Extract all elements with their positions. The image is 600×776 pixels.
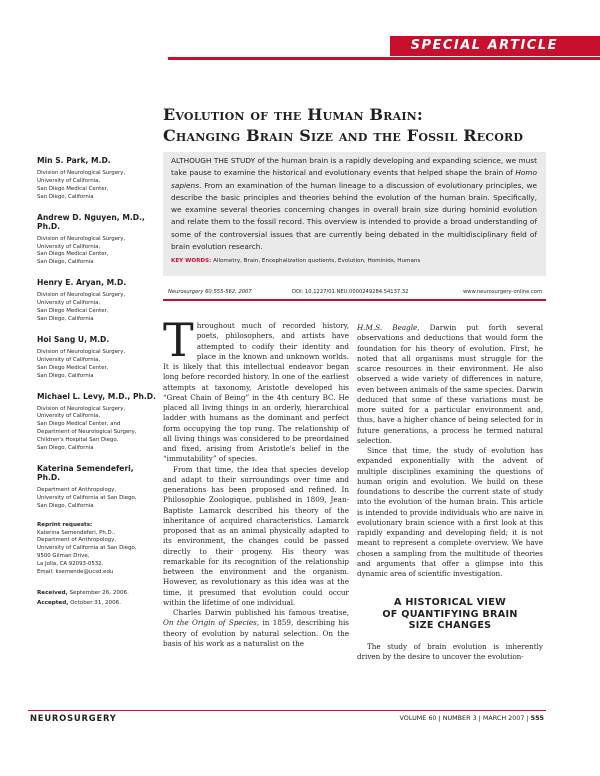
ship-name: H.M.S. Beagle — [357, 323, 418, 332]
accepted-label: Accepted, — [37, 599, 69, 606]
footer-page-number: 555 — [530, 714, 544, 722]
author-affiliation — [37, 349, 157, 381]
abstract-text-a: of the human brain is a rapidly developing and expanding science, we must take pause to examine the historical and evolutionary events that helped shape the brain of — [171, 156, 537, 178]
section-heading-line: SIZE CHANGES — [408, 620, 492, 632]
author-affiliation — [37, 406, 157, 453]
affiliation-line: University of California, — [37, 243, 101, 250]
italic-title: On the Origin of Species — [163, 618, 257, 628]
author-block — [37, 392, 157, 453]
affiliation-line: University of California, — [37, 177, 101, 184]
paragraph — [163, 608, 349, 649]
affiliation-line: Children's Hospital San Diego, — [37, 437, 119, 444]
paragraph: From that time, the idea that species develop and adapt to their surroundings over time and generations has been proposed and refined. In Philosophie Zoologique, published in 1809, Jean-Baptiste Lamarck described his theory of the inheritance of acquired characteristics. Lamarck proposed that as an animal physically adapted to its environment, the changes could be passed directly to their progeny. His theory was remarkable for its recognition of the relationship between the environment and the organism. However, as revolutionary as this idea was at the time, it presumed that evolution could occur within the lifetime of one individual. — [163, 464, 349, 607]
paragraph-text: Charles Darwin published his famous treatise, — [173, 608, 349, 617]
paragraph: The study of brain evolution is inherently driven by the desire to uncover the evolution- — [357, 641, 543, 661]
author-affiliation — [37, 487, 157, 511]
footer-rule — [28, 710, 546, 711]
title-line-2: Changing Brain Size and the Fossil Record — [163, 126, 524, 145]
affiliation-line: Division of Neurological Surgery, — [37, 170, 126, 176]
received-label: Received, — [37, 590, 68, 596]
affiliation-line: Division of Neurological Surgery, — [37, 348, 126, 355]
reprint-line: University of California at San Diego, — [37, 545, 137, 552]
affiliation-line: Division of Neurological Surgery, — [37, 235, 126, 242]
author-name: Hoi Sang U, M.D. — [37, 334, 110, 344]
paragraph-text: , in 1859, describing his theory of evolution by natural selection. On the basis of his work as a naturalist on the — [163, 618, 350, 648]
author-block — [37, 335, 157, 381]
section-heading-line: A HISTORICAL VIEW — [393, 597, 507, 609]
keywords-label: KEY WORDS: — [171, 258, 212, 265]
banner-rule — [168, 57, 600, 60]
body-column-1 — [163, 313, 350, 649]
abstract-text — [171, 155, 537, 253]
affiliation-line: Division of Neurological Surgery, — [37, 292, 126, 299]
section-heading-line: OF QUANTIFYING BRAIN — [382, 608, 518, 620]
paragraph — [357, 323, 543, 446]
author-affiliation — [37, 236, 157, 268]
citation-url[interactable]: www.neurosurgery-online.com — [462, 289, 542, 295]
paragraph-text: , Darwin put forth several observations and deductions that would form the foundation for his theory of evolution. First, he noted that all organisms must struggle for the scarce resources in their environment. He also observed a wide variety of differences in nature, even between animals of the same species. Darwin deduced that some of these variations must be more suited for a particular environment and, thus, have a higher chance of being selected for in future generations, a process he termed natural selection. — [357, 323, 543, 445]
reprint-heading: Reprint requests: — [37, 521, 93, 528]
affiliation-line: University of California at San Diego, — [37, 494, 137, 501]
affiliation-line: San Diego, California — [37, 372, 94, 379]
paragraph — [163, 313, 349, 465]
author-name: Andrew D. Nguyen, M.D., Ph.D. — [37, 212, 145, 231]
footer-date: MARCH 2007 — [482, 714, 525, 722]
banner-label: SPECIAL ARTICLE — [410, 38, 558, 53]
author-name: Henry E. Aryan, M.D. — [37, 278, 127, 288]
article-dates — [37, 589, 157, 608]
accepted-date — [37, 599, 157, 609]
author-sidebar — [37, 156, 157, 608]
accepted-value: October 31, 2006. — [70, 599, 121, 606]
footer-journal: NEUROSURGERY — [30, 713, 117, 723]
paragraph-text: hroughout much of recorded history, poets, philosophers, and artists have attempted to codify their identity and place in the known and unknown worlds. It is likely that this intellectual endeavor began long before recorded history. In one of the earliest attempts at taxonomy, Aristotle developed his “Great Chain of Being” in the 4th century BC. He placed all living things in an orderly, hierarchical ladder with humans as the dominant and perfect form occupying the top rung. The relationship of all living things was considered to be preordained and fixed, arising from Aristotle's belief in the “immutability” of species. — [163, 321, 349, 464]
footer-volume: VOLUME 60 — [399, 714, 437, 722]
reprint-line: Department of Anthropology, — [37, 537, 117, 544]
keywords — [171, 257, 537, 265]
keywords-list: Allometry, Brain, Encephalization quotients, Evolution, Hominids, Humans — [213, 258, 421, 265]
affiliation-line: Division of Neurological Surgery, — [37, 405, 126, 412]
affiliation-line: San Diego, California — [37, 315, 94, 322]
body-column-2 — [357, 323, 543, 662]
affiliation-line: San Diego, California — [37, 193, 94, 200]
affiliation-line: San Diego, California — [37, 259, 94, 266]
abstract-box — [163, 152, 546, 276]
citation-doi[interactable]: DOI: 10.1227/01.NEU.0000249284.54137.32 — [292, 289, 409, 295]
drop-cap: T — [163, 313, 194, 367]
citation-bar — [163, 287, 546, 301]
affiliation-line: San Diego, California — [37, 445, 94, 452]
affiliation-line: Department of Neurological Surgery, — [37, 429, 137, 436]
author-affiliation — [37, 292, 157, 324]
author-name: Min S. Park, M.D. — [37, 156, 111, 165]
footer-number: NUMBER 3 — [442, 714, 477, 722]
author-block — [37, 278, 157, 324]
author-block — [37, 213, 157, 268]
reprint-requests — [37, 522, 157, 577]
affiliation-line: San Diego Medical Center, — [37, 308, 109, 315]
paragraph: Since that time, the study of evolution has expanded exponentially with the advent of multiple disciplines examining the questions of human origin and evolution. We build on these foundations to describe the current state of study into the evolution of the human brain. This article is intended to provide individuals who are naive in evolutionary brain science with a first look at this rapidly expanding and developing field; it is not meant to represent a complete overview. We have chosen a sampling from the multitude of theories and arguments that offer a glimpse into this dynamic area of scientific investigation. — [357, 446, 543, 578]
author-name: Michael L. Levy, M.D., Ph.D. — [37, 391, 156, 401]
affiliation-line: University of California, — [37, 413, 101, 420]
affiliation-line: University of California, — [37, 300, 101, 307]
affiliation-line: San Diego Medical Center, — [37, 251, 109, 258]
reprint-email[interactable]: Email: ksemende@ucsd.edu — [37, 569, 114, 576]
special-article-banner — [390, 36, 600, 56]
affiliation-line: San Diego Medical Center, and — [37, 421, 121, 428]
author-name: Katerina Semendeferi, Ph.D. — [37, 463, 134, 482]
abstract-italic: Homo sapiens — [171, 168, 537, 190]
footer-issue: VOLUME 60 | NUMBER 3 | MARCH 2007 | 555 — [399, 714, 544, 722]
received-date — [37, 589, 157, 599]
affiliation-line: Department of Anthropology, — [37, 486, 117, 493]
author-block — [37, 464, 157, 511]
affiliation-line: San Diego, California — [37, 502, 94, 509]
abstract-lead: ALTHOUGH THE STUDY — [171, 156, 256, 165]
citation-journal: Neurosurgery 60:555-562, 2007 — [168, 289, 252, 295]
affiliation-line: San Diego Medical Center, — [37, 185, 109, 192]
abstract-text-b: . From an examination of the human lineage to a discussion of evolutionary principles, we describe the basic principles and theories behind the evolution of the human brain. Specifically, we examine several theories concerning changes in overall brain size during hominid evolution and relate them to the fossil record. This overview is intended to provide a broad understanding of some of the controversial issues that are currently being debated in the multidisciplinary field of brain evolution research. — [171, 180, 537, 252]
affiliation-line: University of California, — [37, 356, 101, 363]
title-line-1: Evolution of the Human Brain: — [163, 105, 424, 124]
author-block — [37, 156, 157, 202]
affiliation-line: San Diego Medical Center, — [37, 364, 109, 371]
reprint-line: La Jolla, CA 92093-0532. — [37, 561, 104, 568]
received-value: September 26, 2006. — [69, 590, 129, 596]
section-heading — [357, 597, 543, 632]
article-title — [163, 104, 583, 146]
reprint-line: Katerina Semendeferi, Ph.D., — [37, 529, 116, 536]
reprint-line: 9500 Gilman Drive, — [37, 553, 90, 560]
author-affiliation — [37, 170, 157, 202]
